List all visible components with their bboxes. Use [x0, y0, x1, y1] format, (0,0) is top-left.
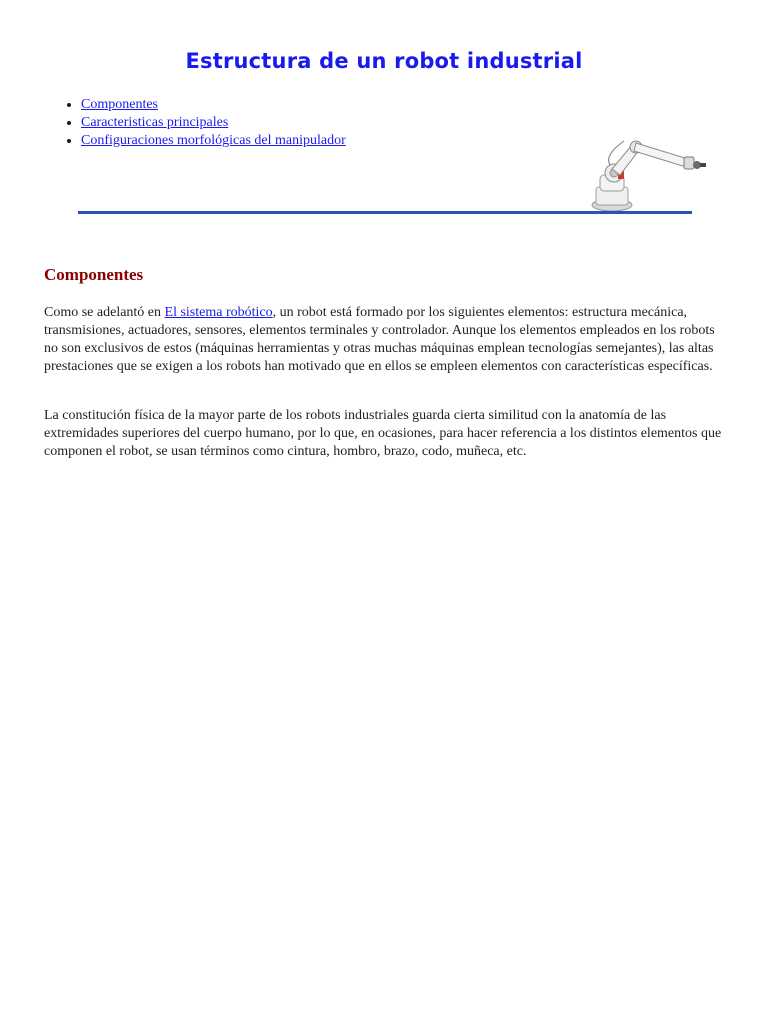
paragraph-1 [44, 304, 724, 376]
section-heading-componentes: Componentes [44, 265, 144, 284]
toc-link-caracteristicas[interactable]: Caracteristicas principales [81, 115, 229, 130]
paragraph-1-text-end: , un robot está formado por los siguientes elementos: estructura mecánica, transmisiones, actuadores, sensores, elementos terminales y controlador. Aunque los elementos empleados en los robots no son exclusivos de estos (máquinas herramientas y otras muchas máquinas emplean tecnologías semejantes), las altas prestaciones que se exigen a los robots han motivado que en ellos se empleen elementos con características específicas. [44, 305, 715, 374]
toc-item [81, 114, 346, 132]
horizontal-divider [78, 211, 692, 214]
link-sistema-robotico[interactable]: El sistema robótico [164, 305, 273, 320]
paragraph-2: La constitución física de la mayor parte de los robots industriales guarda cierta similitud con la anatomía de las extremidades superiores del cuerpo humano, por lo que, en ocasiones, para hacer referencia a los distintos elementos que componen el robot, se usan términos como cintura, hombro, brazo, codo, muñeca, etc. [44, 408, 722, 459]
industrial-robot-image [584, 135, 710, 215]
toc-link-configuraciones[interactable]: Configuraciones morfológicas del manipulador [81, 133, 346, 148]
toc-link-componentes[interactable]: Componentes [81, 97, 158, 112]
toc-item [81, 132, 346, 150]
table-of-contents [63, 96, 346, 150]
page-title: Estructura de un robot industrial [185, 49, 583, 73]
paragraph-1-text-start: Como se adelantó en [44, 305, 165, 320]
toc-item [81, 96, 346, 114]
